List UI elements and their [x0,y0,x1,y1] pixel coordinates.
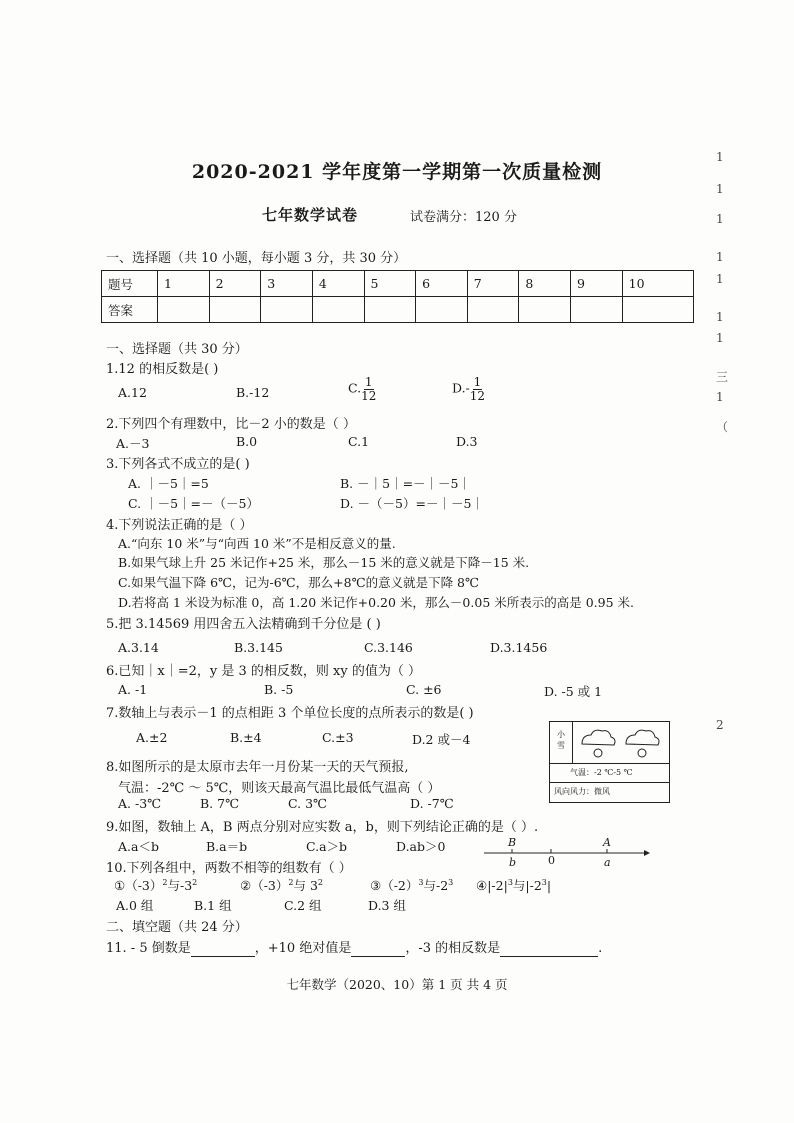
q1-option-b: B.-12 [236,385,270,400]
q2-option-d: D.3 [456,434,478,449]
edge-mark: 1 [716,390,724,404]
q10-item-3-exp2: 3 [448,877,454,887]
full-mark: 试卷满分：120 分 [410,210,517,225]
q8-stem: 8.如图所示的是太原市去年一月份某一天的天气预报, [106,760,409,775]
q11-line [106,937,602,957]
q7-option-c: C.±3 [322,730,354,745]
q10-item-1-exp2: 2 [192,877,198,887]
weather-wind: 风向风力：微风 [554,787,610,796]
q6-option-d: D. -5 或 1 [544,684,603,699]
q10-item-4-rest: 与|-2 [512,878,542,893]
edge-mark: 1 [716,331,724,345]
q8-option-c: C. 3℃ [288,796,328,811]
q3-option-b: B. －｜5｜=－｜－5｜ [340,476,472,491]
q3-option-d: D. －（－5）=－｜－5｜ [340,496,484,511]
q9-option-a: A.a＜b [118,839,159,854]
table-cell: 2 [209,271,261,297]
q1-c-numerator: 1 [364,375,373,389]
answer-cell[interactable] [467,297,519,323]
q10-item-3-base: ③（-2） [370,878,419,893]
answer-cell[interactable] [261,297,313,323]
q10-item-2-rest: 与 3 [293,878,318,893]
answer-cell[interactable] [158,297,210,323]
q2-option-c: C.1 [348,434,370,449]
answer-cell[interactable] [519,297,571,323]
answer-cell[interactable] [416,297,468,323]
number-line-axis [480,836,650,872]
weather-forecast-figure [549,721,670,803]
answer-table [101,270,694,323]
table-cell: 8 [519,271,571,297]
q10-item-3 [370,876,453,894]
q1-option-c [348,376,376,402]
table-label-answer: 答案 [102,297,158,323]
weather-divider [572,722,573,763]
q1-d-fraction [470,376,485,402]
q10-item-4 [476,876,551,894]
q1-d-prefix: D.- [452,380,470,396]
q10-item-1 [114,876,197,894]
point-b-label: B [508,836,517,849]
q11-blank-3[interactable] [500,941,598,957]
q10-item-2-exp2: 2 [317,877,324,887]
q11-part1: 11. - 5 倒数是 [106,941,191,956]
q11-part3: ，-3 的相反数是 [405,941,501,956]
table-cell: 7 [467,271,519,297]
edge-mark: （ [716,420,729,434]
q7-stem: 7.数轴上与表示－1 的点相距 3 个单位长度的点所表示的数是( ) [106,706,474,721]
answer-cell[interactable] [312,297,364,323]
q4-stem: 4.下列说法正确的是（ ） [106,518,253,533]
page-footer: 七年数学（2020、10）第 1 页 共 4 页 [286,977,508,992]
table-cell: 6 [416,271,468,297]
q11-blank-2[interactable] [351,941,405,957]
exam-subtitle: 七年数学试卷 [262,206,359,224]
table-cell: 9 [571,271,623,297]
q3-stem: 3.下列各式不成立的是( ) [106,457,250,472]
edge-mark: 1 [716,150,724,164]
edge-mark: 1 [716,182,724,196]
table-cell: 1 [158,271,210,297]
edge-mark: 1 [716,212,724,226]
q7-option-b: B.±4 [230,730,262,745]
weather-temp-row [550,763,669,783]
table-cell: 4 [312,271,364,297]
q10-item-4-exp2: 3 [541,877,547,887]
q1-option-a: A.12 [118,385,147,400]
q1-stem: 1.12 的相反数是( ) [106,362,219,377]
answer-cell[interactable] [571,297,623,323]
q7-option-a: A.±2 [136,730,168,745]
edge-mark: 2 [716,718,724,732]
q10-item-1-base: ①（-3） [114,878,163,893]
answer-cell[interactable] [622,297,693,323]
q1-c-denominator: 12 [361,388,377,403]
exam-title: 2020-2021 学年度第一学期第一次质量检测 [191,161,603,183]
table-label-number: 题号 [102,271,158,297]
q10-item-1-exp: 2 [162,877,168,887]
q1-d-denominator: 12 [469,388,486,403]
table-row [102,297,694,323]
q10-item-4-exp: 3 [507,877,513,887]
q9-option-d: D.ab＞0 [396,839,446,854]
point-a-label: A [603,836,611,849]
q8-option-b: B. 7℃ [200,796,240,811]
q7-option-d: D.2 或－4 [412,732,471,747]
q8-stem-line2: 气温：-2℃ ～ 5℃，则该天最高气温比最低气温高（ ） [118,781,441,796]
q11-part2: ，+10 绝对值是 [254,941,352,956]
section1-repeat-heading: 一、选择题（共 30 分） [106,342,248,357]
q10-option-a: A.0 组 [116,898,154,913]
table-cell: 10 [622,271,693,297]
weather-temp: 气温：-2 ℃-5 ℃ [570,768,633,777]
section2-heading: 二、填空题（共 24 分） [106,920,248,935]
q1-d-numerator: 1 [473,375,482,389]
q10-option-d: D.3 组 [368,898,406,913]
table-cell: 5 [364,271,416,297]
q10-item-4-base: ④|-2| [476,878,508,893]
q10-item-2-base: ②（-3） [240,878,289,893]
zero-label: 0 [548,854,555,867]
weather-top-row [550,722,669,764]
edge-mark: 1 [716,310,724,324]
q10-item-3-rest: 与-2 [423,878,449,893]
q2-stem: 2.下列四个有理数中，比－2 小的数是（ ） [106,417,356,432]
table-row [102,271,694,297]
value-b-label: b [509,856,517,869]
q10-item-4-close: | [546,878,552,893]
edge-mark: 三 [716,370,729,384]
q10-item-3-exp: 3 [418,877,424,887]
value-a-label: a [604,856,611,869]
weather-label: 小雪 [557,730,565,750]
q10-item-1-rest: 与-3 [167,878,193,893]
q5-option-d: D.3.1456 [490,640,548,655]
q5-option-b: B.3.145 [234,640,283,655]
q4-option-a: A.“向东 10 米”与“向西 10 米”不是相反意义的量. [118,536,396,551]
q4-option-d: D.若将高 1 米设为标准 0，高 1.20 米记作+0.20 米，那么－0.05 米所表示的高是 0.95 米. [118,595,634,610]
edge-mark: 1 [716,272,724,286]
q1-c-prefix: C. [348,380,362,396]
q5-option-c: C.3.146 [364,640,413,655]
q3-option-a: A. ｜－5｜=5 [128,476,209,491]
q1-option-d [452,376,485,402]
answer-cell[interactable] [364,297,416,323]
q2-option-a: A.－3 [116,436,150,451]
q6-option-a: A. -1 [118,682,148,697]
q9-option-b: B.a＝b [206,839,248,854]
q6-option-b: B. -5 [264,682,294,697]
edge-mark: 1 [716,250,724,264]
snow-cloud-icon [578,726,664,760]
q10-item-2-exp: 2 [288,877,294,887]
q10-item-2 [240,876,323,894]
q9-stem: 9.如图，数轴上 A，B 两点分别对应实数 a，b，则下列结论正确的是（ ）. [106,820,539,835]
q6-stem: 6.已知｜x｜=2，y 是 3 的相反数，则 xy 的值为（ ） [106,664,421,679]
q4-option-c: C.如果气温下降 6℃，记为-6℃，那么+8℃的意义就是下降 8℃ [118,575,479,590]
q11-end: . [598,941,603,956]
q10-option-b: B.1 组 [194,898,232,913]
q5-stem: 5.把 3.14569 用四舍五入法精确到千分位是 ( ) [106,617,381,632]
q8-option-d: D. -7℃ [410,796,454,811]
q2-option-b: B.0 [236,434,258,449]
q6-option-c: C. ±6 [406,682,442,697]
q9-option-c: C.a＞b [306,839,348,854]
q5-option-a: A.3.14 [118,640,159,655]
q1-c-fraction [361,376,376,402]
section1-heading: 一、选择题（共 10 小题，每小题 3 分，共 30 分） [106,251,407,266]
number-line-figure [480,836,650,872]
answer-cell[interactable] [209,297,261,323]
q3-option-c: C. ｜－5｜=－（－5） [128,496,259,511]
q10-option-c: C.2 组 [284,898,322,913]
q4-option-b: B.如果气球上升 25 米记作+25 米，那么－15 米的意义就是下降－15 米. [118,555,530,570]
q10-stem: 10.下列各组中，两数不相等的组数有（ ） [106,861,352,876]
q8-option-a: A. -3℃ [118,796,162,811]
table-cell: 3 [261,271,313,297]
q11-blank-1[interactable] [191,941,255,957]
